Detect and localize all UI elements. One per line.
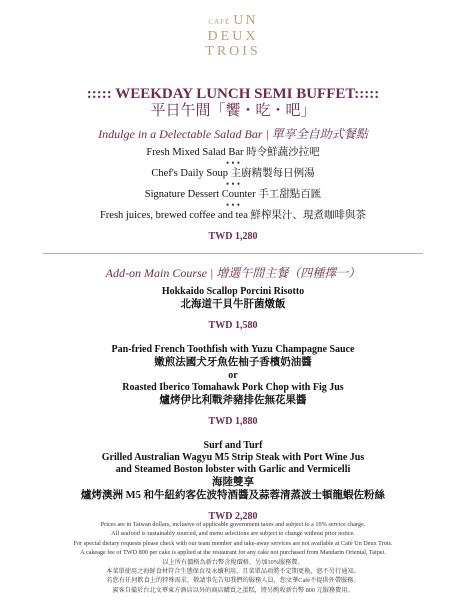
surf-turf-desc-2: and Steamed Boston lobster with Garlic and Vermicelli bbox=[115, 464, 351, 475]
logo-deux: DEUX bbox=[207, 29, 259, 44]
footer-line: 賓客自備於台北文華東方酒店以外的商店購買之蛋糕，將另酌收新台幣 800 元服務費用。 bbox=[112, 586, 354, 594]
footer-line: A cakeage fee of TWD 800 per cake is applied at the restaurant for any cake not purchased from Mandarin Oriental, Taipei. bbox=[80, 549, 386, 557]
logo-un: UN bbox=[233, 13, 258, 28]
footer-notes bbox=[0, 520, 466, 595]
porkchop-name: Roasted Iberico Tomahawk Pork Chop with Fig Jus bbox=[122, 382, 344, 393]
footer-line: All seafood is sustainably sourced, and menu selections are subject to change without prior notice. bbox=[111, 530, 355, 538]
salad-price: TWD 1,280 bbox=[208, 231, 258, 242]
logo-trois: TROIS bbox=[205, 44, 261, 59]
or-separator: or bbox=[228, 370, 238, 381]
toothfish-name-zh: 嫩煎法國犬牙魚佐柚子香檳奶油醬 bbox=[154, 357, 312, 368]
surf-turf-name: Surf and Turf bbox=[203, 440, 263, 451]
surf-turf-price: TWD 2,280 bbox=[208, 511, 258, 522]
footer-line: Prices are in Taiwan dollars, inclusive of applicable government taxes and subject to a 10% service charge. bbox=[100, 521, 366, 528]
footer-line: 以上所有價格為新台幣含稅價格，另加10%服務費。 bbox=[162, 558, 304, 566]
surf-turf-desc-1: Grilled Australian Wagyu M5 Strip Steak with Port Wine Jus bbox=[101, 452, 365, 463]
porkchop-name-zh: 爐烤伊比利戰斧豬排佐無花果醬 bbox=[159, 395, 307, 406]
footer-line: For special dietary requests please check with our team member and take-away services are not available at Café Un Deux Trois. bbox=[73, 539, 393, 547]
surf-turf-desc-zh: 爐烤澳洲 M5 和牛紐約客佐波特酒醬及蒜蓉清蒸波士頓龍蝦佐粉絲 bbox=[81, 490, 385, 501]
footer-line: 本菜單使用之海鮮食材符合生態保育及永續利用，且菜單品項將不定期更換，恕不另行通知。 bbox=[106, 568, 360, 576]
surf-turf-name-zh: 海陸雙享 bbox=[212, 477, 254, 488]
salad-item: Chef's Daily Soup 主廚精製每日例湯 bbox=[151, 168, 315, 179]
footer-line: 若您有任何飲食上的特殊需求，敬請事先告知我們的服務人員，您文華Café不提供外帶服務。 bbox=[106, 577, 360, 585]
salad-item: Fresh Mixed Salad Bar 時令鮮蔬沙拉吧 bbox=[146, 147, 320, 158]
cafe-logo bbox=[0, 13, 466, 59]
salad-item: Signature Dessert Counter 手工甜點百匯 bbox=[144, 189, 322, 200]
logo-cafe: CAFÉ bbox=[208, 18, 231, 26]
fish-pork-price: TWD 1,880 bbox=[208, 416, 258, 427]
separator-dots: • • • bbox=[226, 200, 240, 210]
section-divider bbox=[43, 253, 423, 254]
separator-dots: • • • bbox=[226, 158, 240, 168]
toothfish-name: Pan-fried French Toothfish with Yuzu Champagne Sauce bbox=[111, 344, 355, 355]
addon-section-heading: Add-on Main Course | 增選午間主餐（四種擇一） bbox=[105, 266, 361, 280]
hokkaido-price: TWD 1,580 bbox=[208, 320, 258, 331]
menu-content bbox=[0, 86, 466, 535]
salad-item: Fresh juices, brewed coffee and tea 鮮榨果汁、現煮咖啡與茶 bbox=[99, 210, 367, 221]
menu-title-zh: 平日午間「饗・吃・吧」 bbox=[150, 103, 316, 119]
menu-title: ::::: WEEKDAY LUNCH SEMI BUFFET::::: bbox=[86, 86, 380, 102]
salad-section-heading: Indulge in a Delectable Salad Bar | 單享全自助式餐點 bbox=[98, 127, 368, 141]
hokkaido-name-zh: 北海道干貝牛肝菌燉飯 bbox=[180, 299, 286, 310]
separator-dots: • • • bbox=[226, 179, 240, 189]
hokkaido-name: Hokkaido Scallop Porcini Risotto bbox=[161, 286, 305, 297]
